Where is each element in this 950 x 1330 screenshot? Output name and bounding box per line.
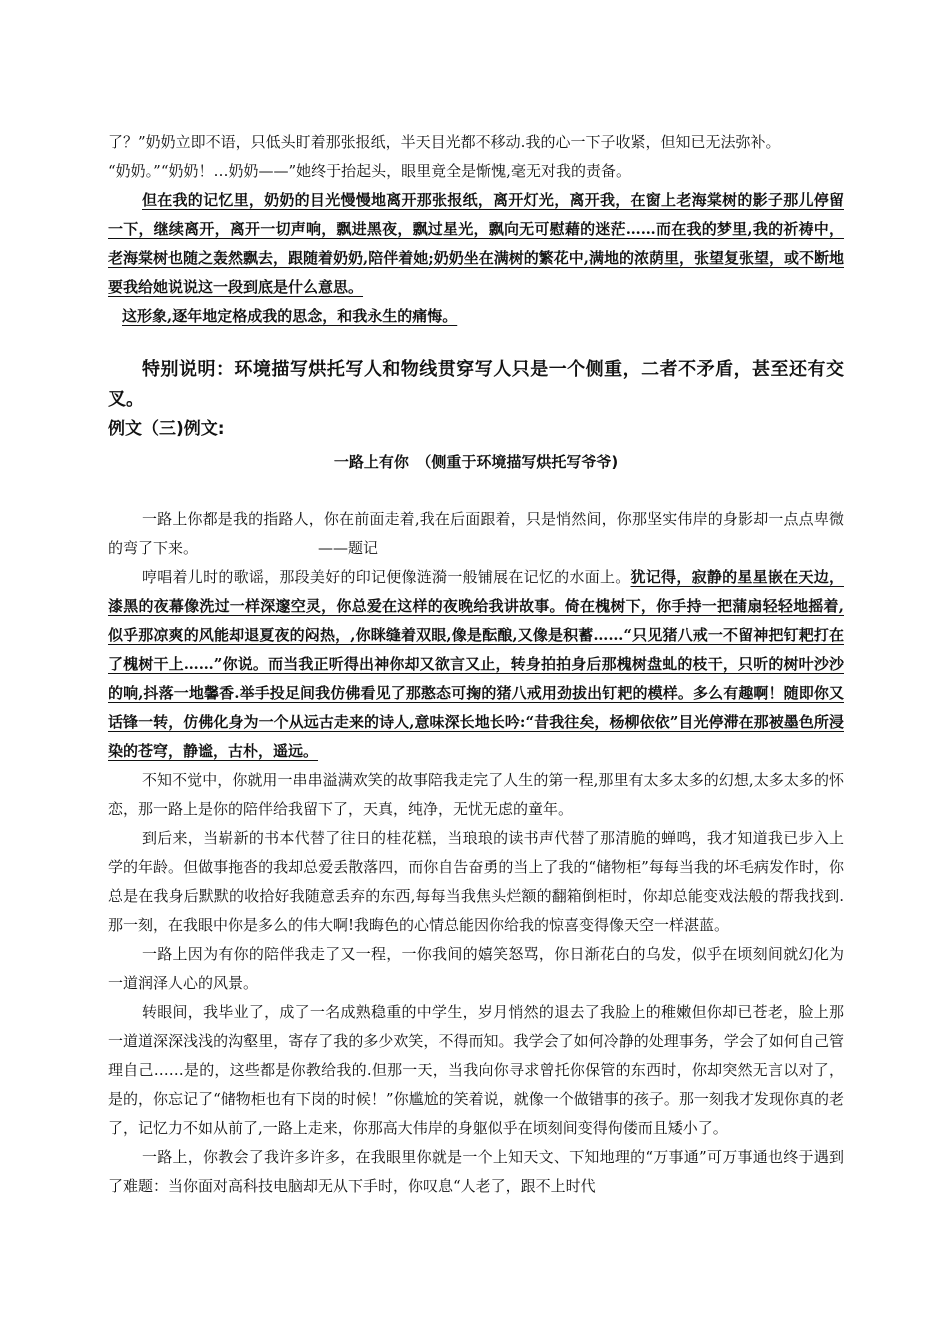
- essay-paragraph-4: 一路上因为有你的陪伴我走了又一程，一你我间的嬉笑怒骂，你日渐花白的乌发，似乎在顷刻间就幻化为一道润泽人心的风景。: [108, 945, 844, 992]
- epigraph-text: 一路上你都是我的指路人，你在前面走着,我在后面跟着，只是悄然间，你那坚实伟岸的身影却一点点卑微的弯了下来。: [108, 510, 844, 557]
- essay-paragraph-1-highlight: 犹记得，寂静的星星嵌在天边，漆黑的夜幕像洗过一样深邃空灵，你总爱在这样的夜晚给我讲故事。倚在槐树下，你手持一把蒲扇轻轻地摇着,似乎那凉爽的风能却退夏夜的闷热，,你眯缝着双眼,像是酝酿,又像是积蓄……“只见猪八戒一不留神把钉耙打在了槐树干上……”你说。而当我正听得出神你却又欲言又止，转身拍拍身后那槐树盘虬的枝干，只听的树叶沙沙的响,抖落一地馨香.举手投足间我仿佛看见了那憨态可掬的猪八戒用劲拔出钉耙的模样。多么有趣啊！随即你又话锋一转，仿佛化身为一个从远古走来的诗人,意味深长地长吟:“昔我往矣，杨柳依依”目光停滞在那被墨色所浸染的苍穹，静谧，古朴，遥远。: [108, 568, 844, 760]
- paragraph-regret-highlight: 这形象,逐年地定格成我的思念，和我永生的痛悔。: [122, 307, 458, 325]
- essay-paragraph-3: 到后来，当崭新的书本代替了往日的桂花糕，当琅琅的读书声代替了那清脆的蝉鸣，我才知道我已步入上学的年龄。但做事拖沓的我却总爱丢散落四，而你自告奋勇的当上了我的“储物柜”每每当我的坏毛病发作时，你总是在我身后默默的收拾好我随意丢弃的东西,每每当我焦头烂额的翻箱倒柜时，你却总能变戏法般的帮我找到.那一刻，在我眼中你是多么的伟大啊!我晦色的心情总能因你给我的惊喜变得像天空一样湛蓝。: [108, 829, 844, 934]
- essay-paragraph-1: [108, 563, 844, 766]
- essay-title: 一路上有你 （侧重于环境描写烘托写爷爷): [333, 453, 619, 471]
- epigraph-sign: ——题记: [318, 539, 379, 557]
- essay-paragraph-2: 不知不觉中，你就用一串串溢满欢笑的故事陪我走完了人生的第一程,那里有太多太多的幻想,太多太多的怀恋，那一路上是你的陪伴给我留下了，天真，纯净，无忧无虑的童年。: [108, 771, 844, 818]
- essay-epigraph: [108, 505, 844, 563]
- document-body: [108, 128, 844, 1201]
- paragraph-memory-highlight: 但在我的记忆里，奶奶的目光慢慢地离开那张报纸，离开灯光，离开我，在窗上老海棠树的影子那儿停留一下，继续离开，离开一切声响，飘进黑夜，飘过星光，飘向无可慰藉的迷茫……而在我的梦里,我的祈祷中，老海棠树也随之轰然飘去，跟随着奶奶,陪伴着她;奶奶坐在满树的繁花中,满地的浓荫里，张望复张望，或不断地要我给她说说这一段到底是什么意思。: [108, 191, 844, 296]
- special-note: 特别说明：环境描写烘托写人和物线贯穿写人只是一个侧重，二者不矛盾，甚至还有交叉。: [108, 359, 844, 410]
- example-heading: 例文（三)例文:: [108, 419, 225, 439]
- paragraph-continuation: 了？”奶奶立即不语，只低头盯着那张报纸，半天目光都不移动.我的心一下子收紧，但知已无法弥补。: [108, 133, 781, 151]
- paragraph-dialogue: “奶奶。”“奶奶！…奶奶——”她终于抬起头，眼里竟全是惭愧,毫无对我的责备。: [108, 162, 631, 180]
- essay-paragraph-1-intro: 哼唱着儿时的歌谣，那段美好的印记便像涟漪一般铺展在记忆的水面上。: [142, 568, 631, 586]
- essay-paragraph-5: 转眼间，我毕业了，成了一名成熟稳重的中学生，岁月悄然的退去了我脸上的稚嫩但你却已苍老，脸上那一道道深深浅浅的沟壑里，寄存了我的多少欢笑，不得而知。我学会了如何冷静的处理事务，学会了如何自己管理自己……是的，这些都是你教给我的.但那一天，当我向你寻求曾托你保管的东西时，你却突然无言以对了，是的，你忘记了“储物柜也有下岗的时候！”你尴尬的笑着说，就像一个做错事的孩子。那一刻我才发现你真的老了，记忆力不如从前了,一路上走来，你那高大伟岸的身躯似乎在顷刻间变得佝偻而且矮小了。: [108, 1003, 844, 1137]
- essay-paragraph-6: 一路上，你教会了我许多许多，在我眼里你就是一个上知天文、下知地理的“万事通”可万事通也终于遇到了难题：当你面对高科技电脑却无从下手时，你叹息“人老了，跟不上时代: [108, 1148, 844, 1195]
